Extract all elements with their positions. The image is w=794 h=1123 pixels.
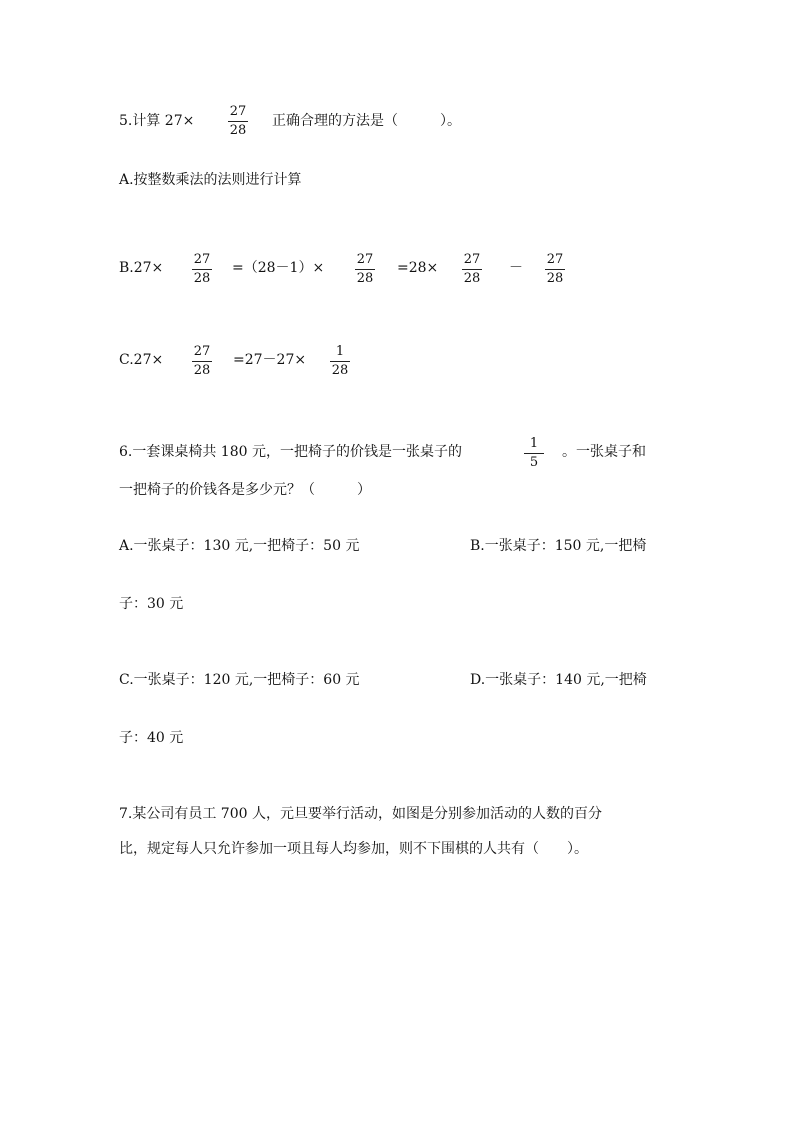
fraction-numerator: 27 xyxy=(356,252,374,267)
fraction-bar xyxy=(462,269,482,270)
q6-stem-fraction xyxy=(522,436,546,471)
q5-option-a: A.按整数乘法的法则进行计算 xyxy=(119,172,302,188)
q6-option-d-line1: D.一张桌子：140 元,一把椅 xyxy=(470,672,647,688)
fraction-bar xyxy=(545,269,565,270)
fraction-numerator: 27 xyxy=(193,252,211,267)
fraction-denominator: 28 xyxy=(463,271,481,286)
q6-option-a: A.一张桌子：130 元,一把椅子：50 元 xyxy=(119,538,360,554)
q5-stem-post: 正确合理的方法是（ ）。 xyxy=(272,113,461,129)
fraction-numerator: 27 xyxy=(546,252,564,267)
q5-option-c-fraction-2 xyxy=(328,344,352,379)
q5-option-b-part1: B.27× xyxy=(119,260,164,276)
fraction-bar xyxy=(228,121,248,122)
fraction-denominator: 28 xyxy=(546,271,564,286)
fraction-numerator: 1 xyxy=(335,344,345,359)
q5-stem-fraction xyxy=(226,104,250,139)
fraction-numerator: 1 xyxy=(529,436,539,451)
fraction-bar xyxy=(355,269,375,270)
q6-option-b-line2: 子：30 元 xyxy=(119,596,184,612)
q5-option-c-fraction-1 xyxy=(190,344,214,379)
q5-stem-pre: 5.计算 27× xyxy=(119,113,195,129)
fraction-numerator: 27 xyxy=(193,344,211,359)
q5-option-b-part3: =28× xyxy=(397,260,439,276)
q6-stem-pre: 6.一套课桌椅共 180 元，一把椅子的价钱是一张桌子的 xyxy=(119,444,462,460)
q5-option-b-fraction-4 xyxy=(543,252,567,287)
fraction-denominator: 5 xyxy=(529,455,539,470)
q5-option-c-part1: C.27× xyxy=(119,352,164,368)
q5-option-b-fraction-3 xyxy=(460,252,484,287)
fraction-numerator: 27 xyxy=(463,252,481,267)
fraction-denominator: 28 xyxy=(356,271,374,286)
fraction-denominator: 28 xyxy=(331,363,349,378)
fraction-bar xyxy=(330,361,350,362)
q7-stem-line1: 7.某公司有员工 700 人，元旦要举行活动，如图是分别参加活动的人数的百分 xyxy=(119,806,602,822)
fraction-bar xyxy=(524,453,544,454)
fraction-numerator: 27 xyxy=(229,104,247,119)
q5-option-b-part2: =（28－1）× xyxy=(232,260,325,276)
q6-stem-post: 。一张桌子和 xyxy=(562,444,646,460)
q6-option-b-line1: B.一张桌子：150 元,一把椅 xyxy=(470,538,647,554)
q5-option-b-fraction-1 xyxy=(190,252,214,287)
q6-option-d-line2: 子：40 元 xyxy=(119,730,184,746)
fraction-denominator: 28 xyxy=(193,363,211,378)
fraction-denominator: 28 xyxy=(193,271,211,286)
q6-stem-line2: 一把椅子的价钱各是多少元？（ ） xyxy=(119,482,371,498)
q7-stem-line2: 比，规定每人只允许参加一项且每人均参加，则不下围棋的人共有（ ）。 xyxy=(119,841,588,857)
q6-option-c: C.一张桌子：120 元,一把椅子：60 元 xyxy=(119,672,360,688)
fraction-bar xyxy=(192,269,212,270)
fraction-bar xyxy=(192,361,212,362)
q5-option-b-part4: － xyxy=(509,260,523,276)
q5-option-b-fraction-2 xyxy=(353,252,377,287)
q5-option-c-part2: =27－27× xyxy=(233,352,307,368)
fraction-denominator: 28 xyxy=(229,123,247,138)
